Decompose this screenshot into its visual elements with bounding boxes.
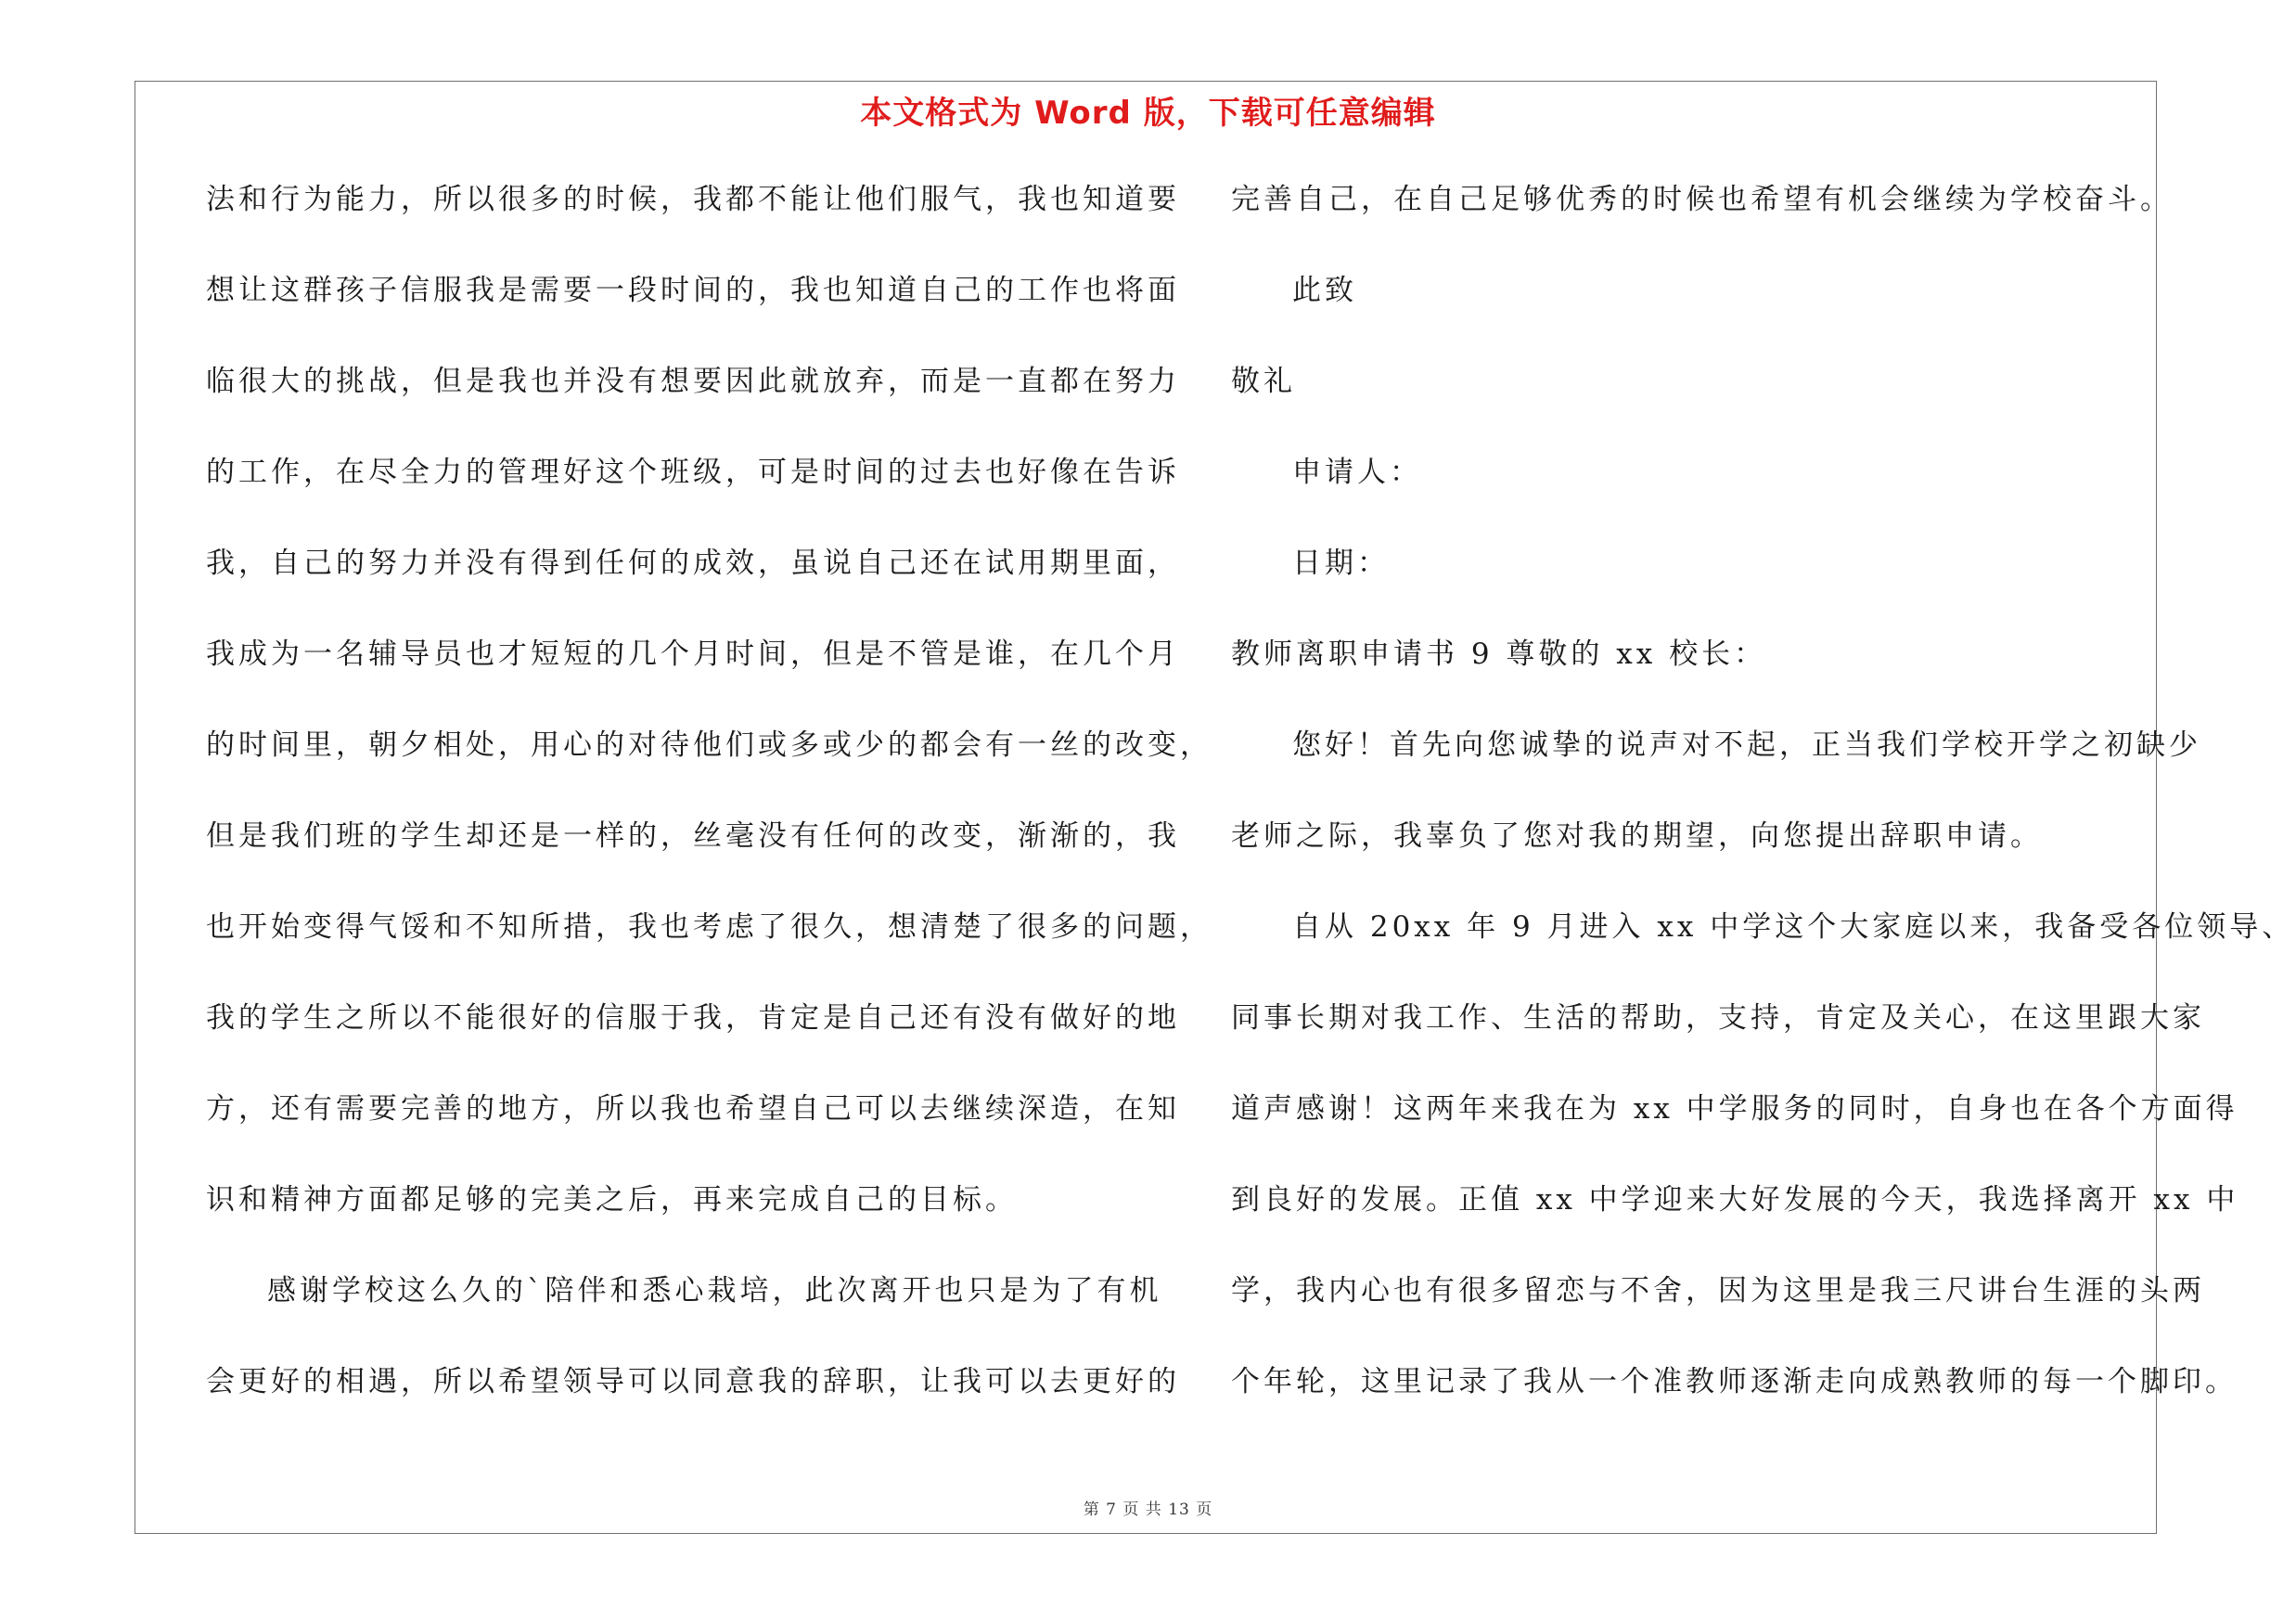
text-line: 完善自己，在自己足够优秀的时候也希望有机会继续为学校奋斗。 <box>1231 183 2173 216</box>
text-line: 想让这群孩子信服我是需要一段时间的，我也知道自己的工作也将面 <box>206 274 1180 307</box>
text-line: 方，还有需要完善的地方，所以我也希望自己可以去继续深造，在知 <box>206 1092 1180 1126</box>
text-line: 道声感谢！这两年来我在为 xx 中学服务的同时，自身也在各个方面得 <box>1231 1092 2238 1126</box>
text-line: 会更好的相遇，所以希望领导可以同意我的辞职，让我可以去更好的 <box>206 1365 1180 1398</box>
text-line: 的工作，在尽全力的管理好这个班级，可是时间的过去也好像在告诉 <box>206 456 1180 489</box>
format-banner: 本文格式为 Word 版，下载可任意编辑 <box>860 95 1436 132</box>
text-line: 敬礼 <box>1231 365 1296 398</box>
text-line: 到良好的发展。正值 xx 中学迎来大好发展的今天，我选择离开 xx 中 <box>1231 1183 2239 1217</box>
text-line: 教师离职申请书 9 尊敬的 xx 校长： <box>1231 638 1767 671</box>
text-line: 此致 <box>1292 274 1357 307</box>
text-line: 识和精神方面都足够的完美之后，再来完成自己的目标。 <box>206 1183 1018 1217</box>
text-line: 法和行为能力，所以很多的时候，我都不能让他们服气，我也知道要 <box>206 183 1180 216</box>
text-line: 也开始变得气馁和不知所措，我也考虑了很久，想清楚了很多的问题， <box>206 910 1212 944</box>
text-line: 自从 20xx 年 9 月进入 xx 中学这个大家庭以来，我备受各位领导、 <box>1292 910 2295 944</box>
text-line: 学，我内心也有很多留恋与不舍，因为这里是我三尺讲台生涯的头两 <box>1231 1274 2205 1307</box>
text-line: 我，自己的努力并没有得到任何的成效，虽说自己还在试用期里面， <box>206 547 1180 580</box>
text-line: 老师之际，我辜负了您对我的期望，向您提出辞职申请。 <box>1231 819 2043 853</box>
page-number-footer: 第 7 页 共 13 页 <box>1083 1501 1213 1519</box>
text-line: 您好！首先向您诚挚的说声对不起，正当我们学校开学之初缺少 <box>1292 728 2201 762</box>
text-line: 同事长期对我工作、生活的帮助，支持，肯定及关心，在这里跟大家 <box>1231 1001 2205 1035</box>
text-line: 我成为一名辅导员也才短短的几个月时间，但是不管是谁，在几个月 <box>206 638 1180 671</box>
text-line: 感谢学校这么久的`陪伴和悉心栽培，此次离开也只是为了有机 <box>267 1274 1162 1307</box>
text-line: 我的学生之所以不能很好的信服于我，肯定是自己还有没有做好的地 <box>206 1001 1180 1035</box>
text-line: 的时间里，朝夕相处，用心的对待他们或多或少的都会有一丝的改变， <box>206 728 1212 762</box>
text-line: 申请人： <box>1292 456 1422 489</box>
text-line: 临很大的挑战，但是我也并没有想要因此就放弃，而是一直都在努力 <box>206 365 1180 398</box>
text-line: 个年轮，这里记录了我从一个准教师逐渐走向成熟教师的每一个脚印。 <box>1231 1365 2238 1398</box>
text-line: 但是我们班的学生却还是一样的，丝毫没有任何的改变，渐渐的，我 <box>206 819 1180 853</box>
text-line: 日期： <box>1292 547 1390 580</box>
